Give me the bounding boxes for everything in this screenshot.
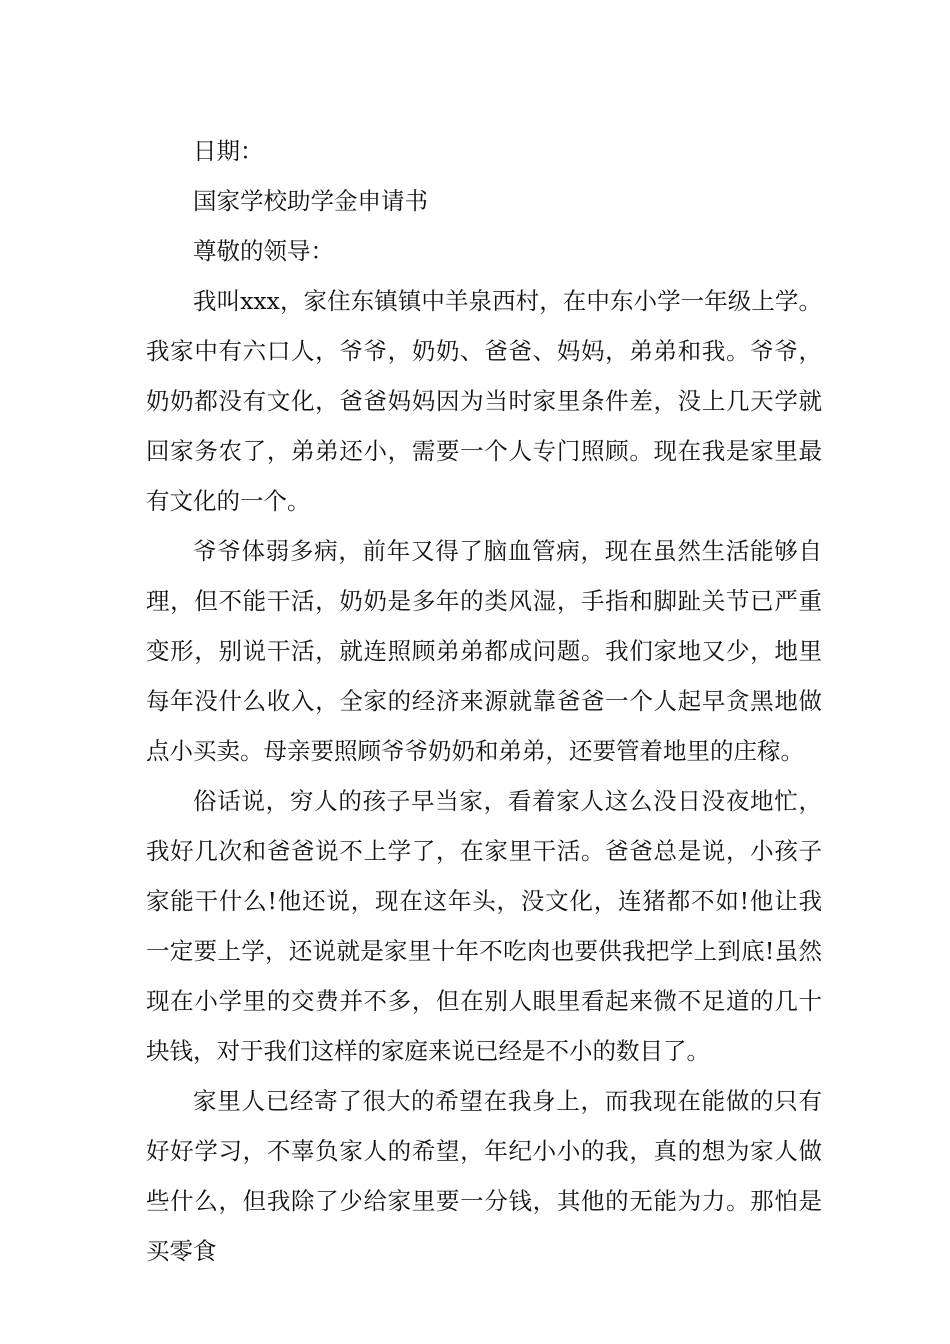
salutation: 尊敬的领导： (193, 237, 334, 265)
date-label: 日期： (193, 137, 264, 165)
paragraph-hope: 家里人已经寄了很大的希望在我身上，而我现在能做的只有好好学习，不辜负家人的希望，年纪小小的我，真的想为家人做些什么，但我除了少给家里要一分钱，其他的无能为力。那怕是买零食 (146, 1087, 822, 1265)
paragraph-family: 我叫xxx，家住东镇镇中羊泉西村，在中东小学一年级上学。我家中有六口人，爷爷，奶奶、爸爸、妈妈，弟弟和我。爷爷，奶奶都没有文化，爸爸妈妈因为当时家里条件差，没上几天学就回家务农了，弟弟还小，需要一个人专门照顾。现在我是家里最有文化的一个。 (146, 287, 822, 515)
paragraph-father: 俗话说，穷人的孩子早当家，看着家人这么没日没夜地忙，我好几次和爸爸说不上学了，在家里干活。爸爸总是说，小孩子家能干什么!他还说，现在这年头，没文化，连猪都不如!他让我一定要上学，还说就是家里十年不吃肉也要供我把学上到底!虽然现在小学里的交费并不多，但在别人眼里看起来微不足道的几十块钱，对于我们这样的家庭来说已经是不小的数目了。 (146, 787, 822, 1065)
letter-title: 国家学校助学金申请书 (193, 187, 428, 215)
letter-body (146, 126, 822, 1276)
paragraph-hardship: 爷爷体弱多病，前年又得了脑血管病，现在虽然生活能够自理，但不能干活，奶奶是多年的类风湿，手指和脚趾关节已严重变形，别说干活，就连照顾弟弟都成问题。我们家地又少，地里每年没什么收入，全家的经济来源就靠爸爸一个人起早贪黑地做点小买卖。母亲要照顾爷爷奶奶和弟弟，还要管着地里的庄稼。 (146, 537, 822, 765)
